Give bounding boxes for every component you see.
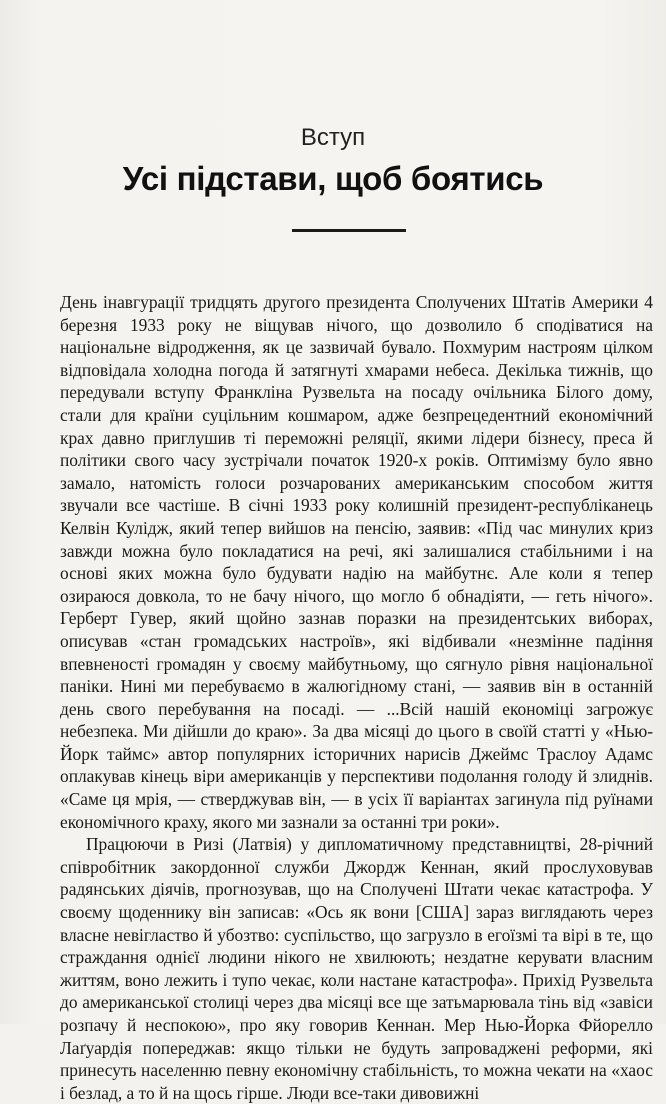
chapter-title: Усі підстави, щоб боятись (122, 160, 544, 197)
chapter-kicker: Вступ (300, 124, 366, 151)
paragraph-1: День інавгурації тридцять другого президента Сполучених Штатів Америки 4 березня 1933 року не віщував нічого, що дозволило б сподіватися на національне відродження, як це зазвичай бувало. Похмурим настроям цілком відповідала холодна погода й затягнуті хмарами небеса. Декілька тижнів, що передували вступу Франкліна Рузвельта на посаду очільника Білого дому, стали для країни суцільним кошмаром, адже безпрецедентний економічний крах давно приглушив ті переможні реляції, якими лідери бізнесу, преса й політики свого часу зустрічали початок 1920-х років. Оптимізму було явно замало, натомість голоси розчарованих американським способом життя звучали все частіше. В січні 1933 року колишній президент-республіканець Келвін Кулідж, який тепер вийшов на пенсію, заявив: «Під час минулих криз завжди можна було покладатися на речі, які залишалися стабільними і на основі яких можна було будувати надію на майбутнє. Але коли я тепер озираюся довкола, то не бачу нічого, що могло б обнадіяти, — геть нічого». Герберт Гувер, який щойно зазнав поразки на президентських виборах, описував «стан громадських настроїв», які відбивали «незмінне падіння впевненості громадян у своєму майбутньому, що сягнуло рівня національної паніки. Нині ми перебуваємо в жалюгідному стані, — заявив він в останній день свого перебування на посаді. — ...Всій нашій економіці загрожує небезпека. Ми дійшли до краю». За два місяці до цього в своїй статті у «Нью-Йорк таймс» автор популярних історичних нарисів Джеймс Траслоу Адамс оплакував кінець віри американців у перспективи подолання голоду й злиднів. «Саме ця мрія, — стверджував він, — в усіх її варіантах загинула під руїнами економічного краху, якого ми зазнали за останні три роки». (60, 292, 653, 832)
body-text (60, 291, 653, 1104)
title-divider (292, 229, 406, 232)
paragraph-2: Працюючи в Ризі (Латвія) у дипломатичному представництві, 28-річний співробітник закордонної служби Джордж Кеннан, який прослуховував радянських діячів, прогнозував, що на Сполучені Штати чекає катастрофа. У своєму щоденнику він записав: «Ось як вони [США] зараз виглядають через власне невігластво й убозтво: суспільство, що загрузло в егоїзмі та вірі в те, що страждання однієї людини нікого не хвилюють; нездатне керувати власним життям, воно лежить і тупо чекає, коли настане катастрофа». Прихід Рузвельта до американської столиці через два місяці все ще затьмарювала тінь від «завіси розпачу й неспокою», про яку говорив Кеннан. Мер Нью-Йорка Фйорелло Лаґуардія попереджав: якщо тільки не будуть запроваджені реформи, які принесуть населенню певну економічну стабільність, то можна чекати на «хаос і безлад, а то й на щось гірше. Люди все-таки дивовижні (60, 834, 653, 1103)
